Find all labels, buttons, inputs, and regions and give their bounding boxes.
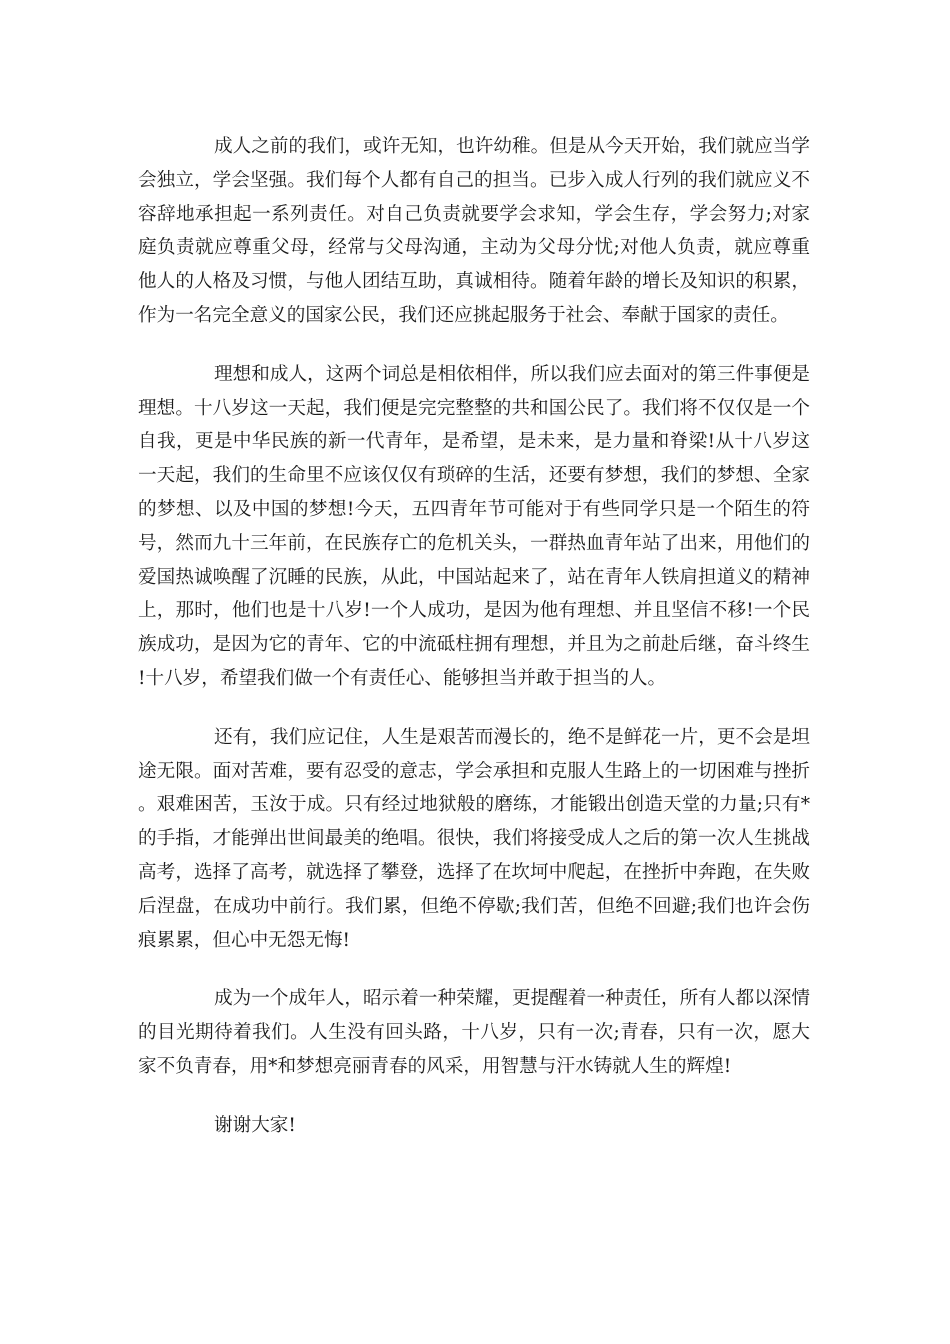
document-body <box>138 130 810 1168</box>
paragraph-adulthood: 成为一个成年人，昭示着一种荣耀，更提醒着一种责任，所有人都以深情的目光期待着我们。人生没有回头路，十八岁，只有一次;青春，只有一次，愿大家不负青春，用*和梦想亮丽青春的风采，用智慧与汗水铸就人生的辉煌! <box>138 988 810 1077</box>
paragraph-responsibility: 成人之前的我们，或许无知，也许幼稚。但是从今天开始，我们就应当学会独立，学会坚强。我们每个人都有自己的担当。已步入成人行列的我们就应义不容辞地承担起一系列责任。对自己负责就要学会求知，学会生存，学会努力;对家庭负责就应尊重父母，经常与父母沟通，主动为父母分忧;对他人负责，就应尊重他人的人格及习惯，与他人团结互助，真诚相待。随着年龄的增长及知识的积累，作为一名完全意义的国家公民，我们还应挑起服务于社会、奉献于国家的责任。 <box>138 136 810 326</box>
paragraph-hardship: 还有，我们应记住，人生是艰苦而漫长的，绝不是鲜花一片，更不会是坦途无限。面对苦难，要有忍受的意志，学会承担和克服人生路上的一切困难与挫折。艰难困苦，玉汝于成。只有经过地狱般的磨练，才能锻出创造天堂的力量;只有*的手指，才能弹出世间最美的绝唱。很快，我们将接受成人之后的第一次人生挑战高考，选择了高考，就选择了攀登，选择了在坎坷中爬起，在挫折中奔跑，在失败后涅盘，在成功中前行。我们累，但绝不停歇;我们苦，但绝不回避;我们也许会伤痕累累，但心中无怨无悔! <box>138 726 810 951</box>
paragraph-ideals: 理想和成人，这两个词总是相依相伴，所以我们应去面对的第三件事便是理想。十八岁这一天起，我们便是完完整整的共和国公民了。我们将不仅仅是一个自我，更是中华民族的新一代青年，是希望，是未来，是力量和脊梁!从十八岁这一天起，我们的生命里不应该仅仅有琐碎的生活，还要有梦想，我们的梦想、全家的梦想、以及中国的梦想!今天，五四青年节可能对于有些同学只是一个陌生的符号，然而九十三年前，在民族存亡的危机关头，一群热血青年站了出来，用他们的爱国热诚唤醒了沉睡的民族，从此，中国站起来了，站在青年人铁肩担道义的精神上，那时，他们也是十八岁!一个人成功，是因为他有理想、并且坚信不移!一个民族成功，是因为它的青年、它的中流砥柱拥有理想，并且为之前赴后继，奋斗终生!十八岁，希望我们做一个有责任心、能够担当并敢于担当的人。 <box>138 363 810 689</box>
paragraph-thanks: 谢谢大家! <box>214 1114 296 1136</box>
